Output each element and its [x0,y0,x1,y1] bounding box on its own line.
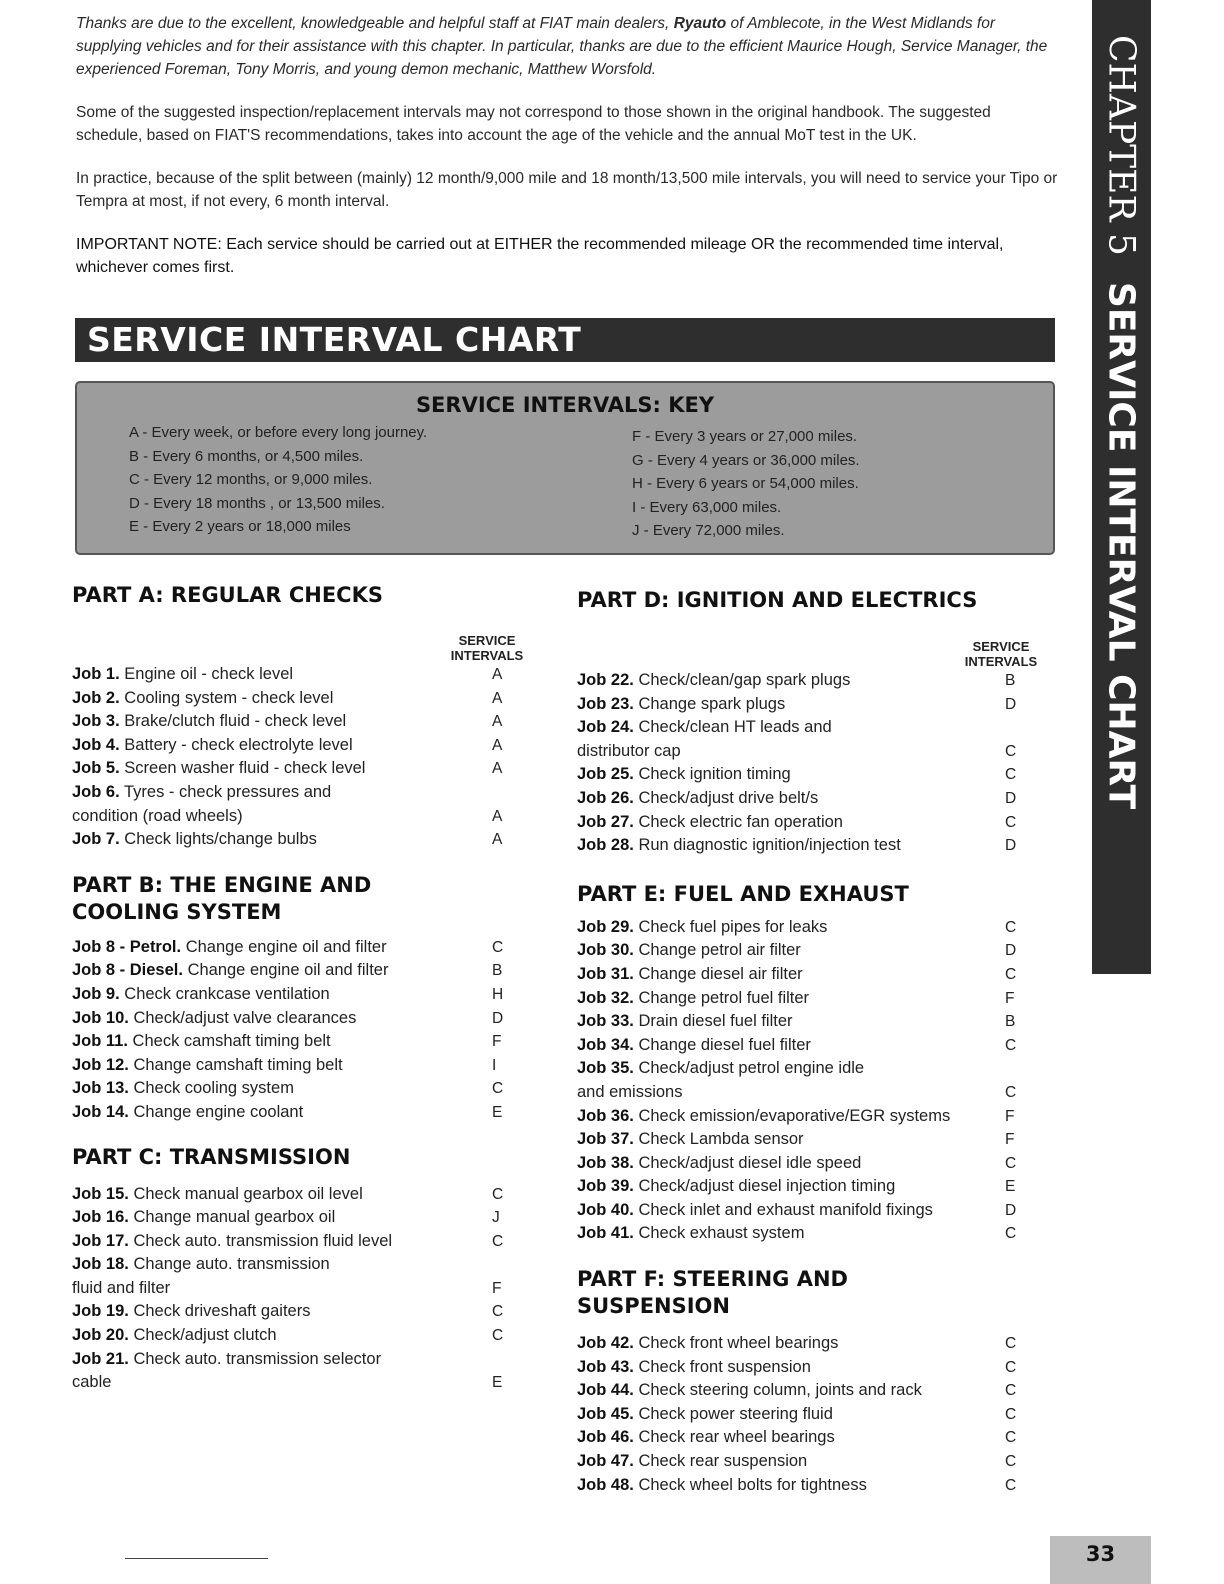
key-item: E - Every 2 years or 18,000 miles [129,518,351,535]
key-item: C - Every 12 months, or 9,000 miles. [129,471,373,488]
job-description: Check driveshaft gaiters [133,1302,311,1321]
service-interval-code: C [1005,813,1017,831]
job-description-continued: and emissions [577,1082,683,1101]
job-number: Job 26. [577,788,634,807]
service-interval-code: C [492,1185,504,1203]
service-intervals-header: SERVICE INTERVALS [964,639,1038,669]
job-number: Job 6. [72,782,120,801]
job-number: Job 47. [577,1452,634,1471]
job-row [72,828,542,852]
job-description: Change petrol fuel filter [638,988,810,1007]
job-number: Job 17. [72,1231,129,1250]
key-item: A - Every week, or before every long journey. [129,424,428,441]
job-row [577,1057,1057,1104]
job-row [72,781,542,828]
job-description: Change diesel air filter [638,964,803,983]
service-interval-code: C [492,1327,504,1345]
job-row [72,687,542,711]
part-c-jobs [72,1183,542,1395]
job-description: Check wheel bolts for tightness [638,1475,867,1494]
service-interval-code: D [1005,695,1017,713]
job-description: Drain diesel fuel filter [638,1012,793,1031]
service-interval-code: C [492,1080,504,1098]
job-row [577,987,1057,1011]
job-description-continued: condition (road wheels) [72,806,243,825]
chapter-title: SERVICE INTERVAL CHART [1100,281,1142,810]
job-row [577,1034,1057,1058]
job-number: Job 23. [577,694,634,713]
service-interval-code: A [492,666,503,683]
service-interval-code: F [1005,989,1015,1007]
service-interval-code: B [1005,672,1016,689]
service-interval-code: C [1005,1476,1017,1494]
job-row [577,669,1057,693]
service-interval-code: E [492,1103,503,1121]
job-row [577,1426,1057,1450]
service-interval-code: J [492,1209,500,1227]
job-description: Check lights/change bulbs [124,830,317,849]
job-description: Brake/clutch fluid - check level [124,712,347,731]
job-number: Job 16. [72,1208,129,1227]
job-description: Check/adjust clutch [133,1326,277,1345]
service-interval-code: D [1005,837,1017,855]
job-number: Job 19. [72,1302,129,1321]
job-number: Job 21. [72,1349,129,1368]
service-interval-code: E [492,1374,503,1392]
job-description: Check/adjust valve clearances [133,1008,357,1027]
job-number: Job 39. [577,1177,634,1196]
job-number: Job 15. [72,1184,129,1203]
job-description: Battery - check electrolyte level [124,735,353,754]
part-b-jobs [72,936,542,1125]
key-item: B - Every 6 months, or 4,500 miles. [129,447,364,465]
job-row [72,1054,542,1078]
job-row [577,787,1057,811]
job-row [577,763,1057,787]
job-number: Job 46. [577,1428,634,1447]
service-interval-code: A [492,689,503,707]
job-description: Check/adjust drive belt/s [638,788,819,807]
service-interval-code: C [492,938,504,956]
job-description: Check auto. transmission selector [133,1349,382,1368]
service-interval-code: C [1005,1405,1017,1423]
service-interval-code: D [1005,789,1017,807]
part-a-heading: PART A: REGULAR CHECKS [72,583,383,607]
job-row [72,1253,542,1300]
job-row [72,1206,542,1230]
service-interval-code: D [1005,1201,1017,1219]
job-row [72,936,542,960]
part-c-heading: PART C: TRANSMISSION [72,1144,351,1169]
job-row [577,1403,1057,1427]
job-row [72,959,542,983]
job-description-continued: cable [72,1373,112,1392]
job-row [72,983,542,1007]
job-description: Change engine oil and filter [185,937,387,956]
service-interval-code: A [492,831,503,849]
service-interval-code: B [492,962,503,980]
job-row [72,734,542,758]
job-description-continued: fluid and filter [72,1278,171,1297]
job-row [577,716,1057,763]
job-row [72,1300,542,1324]
job-number: Job 35. [577,1059,634,1078]
job-description: Check ignition timing [638,765,791,784]
acknowledgement-paragraph: Thanks are due to the excellent, knowledgeable and helpful staff at FIAT main dealers, Ryauto of Amblecote, in the West Midlands for supplying vehicles and for their assistance with this chapter. In particular, thanks are due to the efficient Maurice Hough, Service Manager, the experienced Foreman, Tony Morris, and young demon mechanic, Matthew Worsfold. [76,15,1048,78]
job-description: Check/clean HT leads and [638,718,832,737]
job-number: Job 3. [72,712,120,731]
service-interval-code: C [492,1232,504,1250]
job-number: Job 33. [577,1012,634,1031]
job-number: Job 30. [577,941,634,960]
service-interval-code: C [1005,1429,1017,1447]
job-description: Change spark plugs [638,694,786,713]
job-row [72,710,542,734]
job-row [72,1324,542,1348]
job-number: Job 11. [72,1032,128,1051]
service-interval-code: D [492,1009,504,1027]
job-number: Job 41. [577,1224,634,1243]
job-number: Job 27. [577,812,634,831]
job-description: Change engine oil and filter [187,961,389,980]
service-interval-code: C [1005,1382,1017,1400]
job-description: Change camshaft timing belt [133,1055,343,1074]
job-number: Job 40. [577,1200,634,1219]
job-description: Check inlet and exhaust manifold fixings [638,1200,933,1219]
job-row [577,916,1057,940]
job-number: Job 48. [577,1475,634,1494]
service-interval-code: F [1005,1131,1015,1149]
job-description: Check cooling system [133,1079,294,1098]
job-row [72,1183,542,1207]
job-row [577,1356,1057,1380]
job-row [577,1450,1057,1474]
job-row [577,939,1057,963]
service-interval-code: H [492,985,504,1003]
job-row [72,1348,542,1395]
job-number: Job 43. [577,1357,634,1376]
job-number: Job 25. [577,765,634,784]
job-description: Check front wheel bearings [638,1334,839,1353]
job-row [72,1007,542,1031]
job-number: Job 38. [577,1153,634,1172]
job-description: Check electric fan operation [638,812,843,831]
job-number: Job 45. [577,1404,634,1423]
service-interval-code: C [1005,766,1017,784]
job-row [577,1128,1057,1152]
job-number: Job 31. [577,964,634,983]
job-number: Job 20. [72,1326,129,1345]
job-number: Job 8 - Diesel. [72,961,183,980]
left-column [72,582,542,1395]
part-b-heading: PART B: THE ENGINE AND COOLING SYSTEM [72,872,372,924]
service-interval-code: A [492,807,503,825]
key-left-column [129,421,427,539]
job-number: Job 42. [577,1334,634,1353]
job-number: Job 1. [72,665,120,683]
service-intervals-header: SERVICE INTERVALS [450,633,524,663]
job-description: Check steering column, joints and rack [638,1381,922,1400]
part-a-jobs [72,663,542,852]
job-number: Job 5. [72,759,120,778]
job-number: Job 9. [72,984,120,1003]
job-description: Check/adjust diesel idle speed [638,1153,862,1172]
job-description: Check crankcase ventilation [124,984,330,1003]
job-description: Change diesel fuel filter [638,1035,811,1054]
job-number: Job 32. [577,988,634,1007]
service-interval-code: C [1005,1225,1017,1243]
service-intervals-key [75,381,1055,555]
job-row [577,1474,1057,1498]
right-column [577,587,1057,1497]
job-number: Job 37. [577,1130,634,1149]
job-row [577,693,1057,717]
job-row [72,1101,542,1125]
job-number: Job 12. [72,1055,129,1074]
job-number: Job 10. [72,1008,129,1027]
key-item: H - Every 6 years or 54,000 miles. [632,475,859,492]
job-row [577,1379,1057,1403]
chapter-label: CHAPTER 5 [1100,35,1142,256]
job-description: Check manual gearbox oil level [133,1184,363,1203]
job-description: Check exhaust system [638,1224,805,1243]
key-item: I - Every 63,000 miles. [632,498,782,516]
job-row [72,1077,542,1101]
job-row [577,811,1057,835]
service-interval-code: F [492,1033,502,1051]
intro-text [76,12,1061,299]
job-number: Job 22. [577,671,634,689]
service-interval-code: D [1005,942,1017,960]
job-number: Job 13. [72,1079,129,1098]
job-description: Check fuel pipes for leaks [638,917,828,936]
job-description: Check/clean/gap spark plugs [638,671,851,689]
service-interval-code: B [1005,1013,1016,1031]
service-interval-code: C [492,1303,504,1321]
job-number: Job 8 - Petrol. [72,937,182,956]
job-number: Job 7. [72,830,120,849]
key-item: F - Every 3 years or 27,000 miles. [632,428,858,445]
job-number: Job 44. [577,1381,634,1400]
job-row [577,1010,1057,1034]
job-row [577,1175,1057,1199]
service-interval-code: A [492,736,503,754]
job-description: Screen washer fluid - check level [124,759,366,778]
job-description: Change engine coolant [133,1102,304,1121]
job-number: Job 29. [577,917,634,936]
job-description: Check rear suspension [638,1452,808,1471]
job-row [577,1105,1057,1129]
job-row [72,757,542,781]
job-row [72,1230,542,1254]
part-e-heading: PART E: FUEL AND EXHAUST [577,881,909,906]
job-number: Job 4. [72,735,120,754]
job-row [577,1199,1057,1223]
job-description: Run diagnostic ignition/injection test [638,836,901,855]
job-description: Check camshaft timing belt [132,1032,331,1051]
part-f-heading: PART F: STEERING AND SUSPENSION [577,1267,848,1319]
service-interval-code: A [492,713,503,731]
job-row [577,1222,1057,1246]
service-interval-code: A [492,760,503,778]
service-interval-code: I [492,1056,497,1074]
part-d-heading: PART D: IGNITION AND ELECTRICS [577,588,978,612]
service-interval-code: C [1005,918,1017,936]
service-interval-code: C [1005,1358,1017,1376]
job-row [577,834,1057,858]
job-row [577,1332,1057,1356]
part-e-jobs [577,916,1057,1246]
job-description: Check Lambda sensor [638,1130,804,1149]
job-row [577,1152,1057,1176]
job-description: Change manual gearbox oil [133,1208,336,1227]
key-item: D - Every 18 months , or 13,500 miles. [129,494,385,512]
service-interval-code: C [1005,1154,1017,1172]
job-number: Job 34. [577,1035,634,1054]
service-interval-code: C [1005,742,1017,760]
key-title: SERVICE INTERVALS: KEY [415,393,715,417]
footnote-rule [125,1558,268,1559]
job-description: Check power steering fluid [638,1404,833,1423]
page-number: 33 [1050,1536,1151,1584]
job-description: Check/adjust petrol engine idle [638,1059,865,1078]
job-description: Check/adjust diesel injection timing [638,1177,896,1196]
job-number: Job 36. [577,1106,634,1125]
service-interval-chart-banner: SERVICE INTERVAL CHART [75,318,1055,362]
key-item: G - Every 4 years or 36,000 miles. [632,451,860,469]
job-description: Change auto. transmission [133,1255,330,1274]
job-row [72,663,542,687]
service-interval-code: C [1005,1083,1017,1101]
service-interval-code: C [1005,1453,1017,1471]
job-description: Cooling system - check level [124,688,334,707]
part-d-jobs [577,669,1057,858]
job-number: Job 18. [72,1255,129,1274]
job-row [577,963,1057,987]
job-description: Check rear wheel bearings [638,1428,835,1447]
practice-paragraph: In practice, because of the split between (mainly) 12 month/9,000 mile and 18 month/13,500 mile intervals, you will need to service your Tipo or Tempra at most, if not every, 6 month interval. [76,170,1058,210]
part-f-jobs [577,1332,1057,1497]
service-interval-code: C [1005,965,1017,983]
service-interval-code: E [1005,1178,1016,1196]
key-right-column [632,425,860,543]
service-interval-code: C [1005,1335,1017,1353]
job-description: Tyres - check pressures and [123,782,332,801]
key-item: J - Every 72,000 miles. [632,522,785,539]
intervals-note-paragraph: Some of the suggested inspection/replacement intervals may not correspond to those shown in the original handbook. The suggested schedule, based on FIAT'S recommendations, takes into account the age of the vehicle and the annual MoT test in the UK. [76,104,991,144]
important-note-paragraph: IMPORTANT NOTE: Each service should be carried out at EITHER the recommended mileage OR the recommended time interval, whichever comes first. [76,236,1004,276]
job-description: Engine oil - check level [124,665,294,683]
job-number: Job 28. [577,836,634,855]
service-interval-code: F [1005,1107,1015,1125]
job-number: Job 2. [72,688,120,707]
job-description: Change petrol air filter [638,941,801,960]
job-row [72,1030,542,1054]
service-interval-code: C [1005,1036,1017,1054]
job-description: Check front suspension [638,1357,811,1376]
job-number: Job 24. [577,718,634,737]
job-description: Check auto. transmission fluid level [133,1231,393,1250]
job-description-continued: distributor cap [577,741,681,760]
job-description: Check emission/evaporative/EGR systems [638,1106,951,1125]
job-number: Job 14. [72,1102,129,1121]
service-interval-code: F [492,1279,502,1297]
